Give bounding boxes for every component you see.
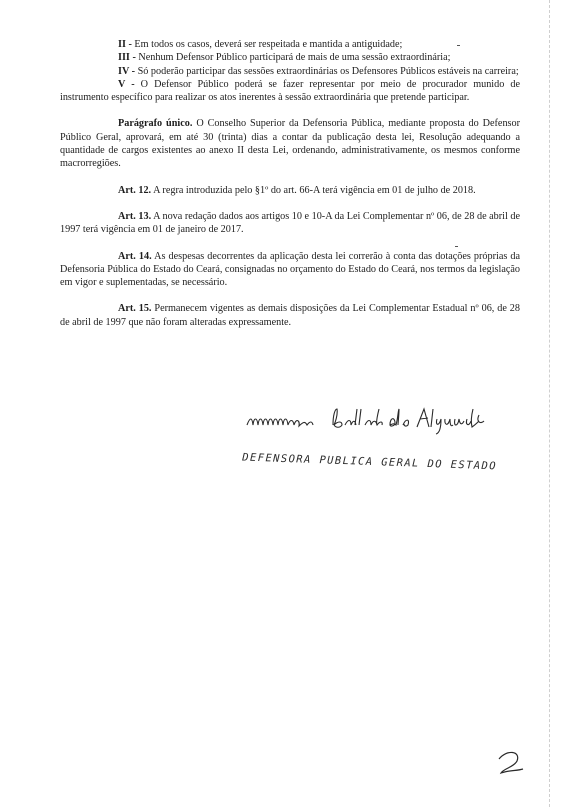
item-iii: III - Nenhum Defensor Público participará de mais de uma sessão extraordinária; [118, 52, 451, 64]
item-v: V - O Defensor Público poderá se fazer representar por meio de procurador munido de instrumento específico para realizar os atos inerentes à sessão extraordinária que pretende participar. [60, 78, 520, 104]
item-ii: II - Em todos os casos, deverá ser respeitada e mantida a antiguidade; [118, 39, 403, 50]
handwritten-title-text: DEFENSORA PUBLICA GERAL DO ESTADO [242, 451, 498, 473]
page-edge-line [549, 0, 550, 807]
rubric-mark [493, 745, 533, 775]
paragrafo-unico: Parágrafo único. O Conselho Superior da Defensoria Pública, mediante proposta do Defensor Público Geral, aprovará, em até 30 (trinta) dias a contar da publicação desta lei, Resolução adequando a quantidade de cargos existentes ao anexo II desta Lei, ordenando, administrativamente, os mesmos conforme macrorregiões. [60, 118, 520, 170]
article-14: Art. 14. As despesas decorrentes da aplicação desta lei correrão à conta das dotações próprias da Defensoria Pública do Estado do Ceará, consignadas no orçamento do Estado do Ceará, nos termos da legislação em vigor e suplementadas, se necessário. [60, 250, 520, 289]
document-body [60, 38, 520, 329]
article-12: Art. 12. A regra introduzida pelo §1º do art. 66-A terá vigência em 01 de julho de 2018. [118, 184, 476, 196]
handwritten-title [240, 448, 562, 488]
article-13: Art. 13. A nova redação dados aos artigos 10 e 10-A da Lei Complementar nº 06, de 28 de abril de 1997 terá vigência em 01 de janeiro de 2017. [60, 210, 520, 236]
item-iv: IV - Só poderão participar das sessões extraordinárias os Defensores Públicos estáveis na carreira; [118, 65, 519, 77]
article-15: Art. 15. Permanecem vigentes as demais disposições da Lei Complementar Estadual nº 06, de 28 de abril de 1997 que não foram alteradas expressamente. [60, 303, 520, 328]
handwritten-signature [245, 405, 485, 435]
